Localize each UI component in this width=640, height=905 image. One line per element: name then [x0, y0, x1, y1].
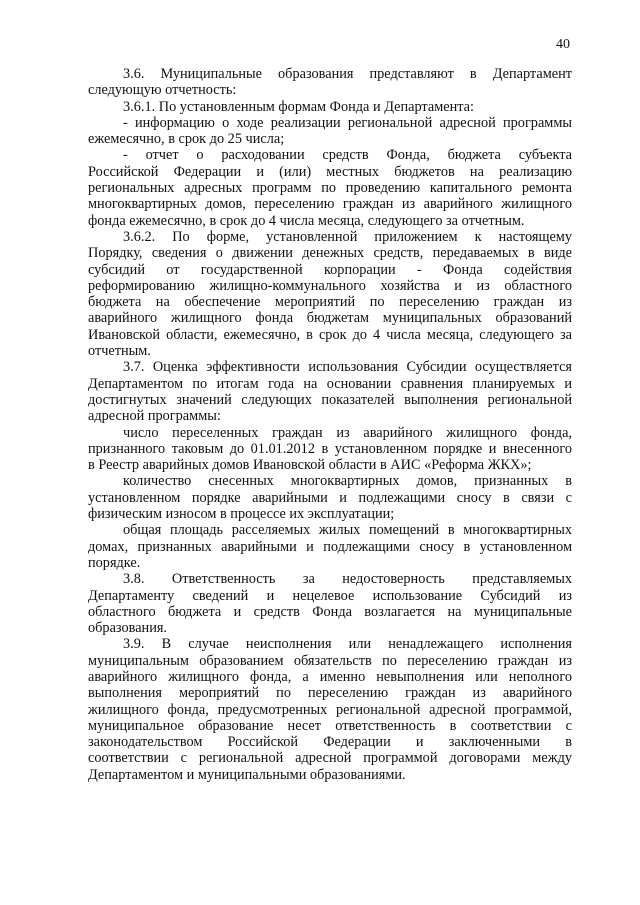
text-line: число переселенных граждан из аварийного жилищного фонда,: [123, 424, 572, 441]
text-line: соответствии с региональной адресной программой договорами между: [88, 750, 572, 767]
text-line: адресной программы:: [88, 408, 221, 425]
text-line: муниципальным образованием обязательств по переселению граждан из: [88, 652, 572, 669]
text-line: - отчет о расходовании средств Фонда, бюджета субъекта: [123, 147, 572, 164]
text-line: 3.6.1. По установленным формам Фонда и Департамента:: [123, 98, 474, 115]
text-line: 3.6. Муниципальные образования представляют в Департамент: [123, 66, 572, 82]
text-line: Департаментом по итогам года на основании сравнения планируемых и: [88, 375, 572, 392]
text-line: субсидий от государственной корпорации - Фонда содействия: [88, 261, 572, 278]
page-number: 40: [556, 37, 570, 52]
text-line: 3.8. Ответственность за недостоверность представляемых: [123, 571, 572, 588]
text-line: 3.9. В случае неисполнения или ненадлежащего исполнения: [123, 636, 572, 653]
text-line: Департаменту сведений и нецелевое использование Субсидий из: [88, 587, 572, 604]
text-line: следующую отчетность:: [88, 82, 237, 99]
text-line: образования.: [88, 620, 167, 637]
text-line: многоквартирных домов, переселению граждан из аварийного жилищного: [88, 196, 572, 213]
text-line: 3.6.2. По форме, установленной приложением к настоящему: [123, 228, 572, 245]
text-line: 3.7. Оценка эффективности использования Субсидии осуществляется: [123, 359, 572, 376]
text-line: количество снесенных многоквартирных домов, признанных в: [123, 473, 572, 490]
text-line: муниципальное образование несет ответственность в соответствии с: [88, 717, 572, 734]
text-line: аварийного жилищного фонда, а именно невыполнения или неполного: [88, 668, 572, 685]
text-line: реформированию жилищно-коммунального хозяйства и из областного: [88, 277, 572, 294]
text-line: областного бюджета и средств Фонда возлагается на муниципальные: [88, 603, 572, 620]
text-line: домах, признанных аварийными и подлежащими сносу в установленном: [88, 538, 572, 555]
text-line: выполнения мероприятий по переселению граждан из аварийного: [88, 685, 572, 702]
text-line: Российской Федерации и (или) местных бюджетов на реализацию: [88, 163, 572, 180]
text-line: фонда ежемесячно, в срок до 4 числа месяца, следующего за отчетным.: [88, 212, 525, 229]
text-line: региональных адресных программ по проведению капитального ремонта: [88, 180, 572, 197]
text-line: общая площадь расселяемых жилых помещений в многоквартирных: [123, 522, 572, 539]
document-body: [88, 66, 572, 783]
text-line: отчетным.: [88, 343, 151, 360]
text-line: жилищного фонда, предусмотренных региональной адресной программой,: [88, 701, 572, 718]
text-line: порядке.: [88, 554, 141, 571]
text-line: Департаментом и муниципальными образованиями.: [88, 766, 406, 783]
text-line: в Реестр аварийных домов Ивановской области в АИС «Реформа ЖКХ»;: [88, 457, 532, 474]
text-line: законодательством Российской Федерации и заключенными в: [88, 734, 572, 751]
text-line: Ивановской области, ежемесячно, в срок до 4 числа месяца, следующего за: [88, 326, 572, 343]
text-line: достигнутых значений следующих показателей выполнения региональной: [88, 391, 572, 408]
text-line: аварийного жилищного фонда бюджетам муниципальных образований: [88, 310, 572, 327]
text-line: признанного таковым до 01.01.2012 в установленном порядке и внесенного: [88, 440, 572, 457]
text-line: Порядку, сведения о движении денежных средств, передаваемых в виде: [88, 245, 572, 262]
text-line: установленном порядке аварийными и подлежащими сносу в связи с: [88, 489, 572, 506]
text-line: - информацию о ходе реализации региональной адресной программы: [123, 114, 572, 131]
text-line: ежемесячно, в срок до 25 числа;: [88, 131, 285, 148]
text-line: бюджета на обеспечение мероприятий по переселению граждан из: [88, 294, 572, 311]
text-line: физическим износом в процессе их эксплуатации;: [88, 506, 395, 523]
